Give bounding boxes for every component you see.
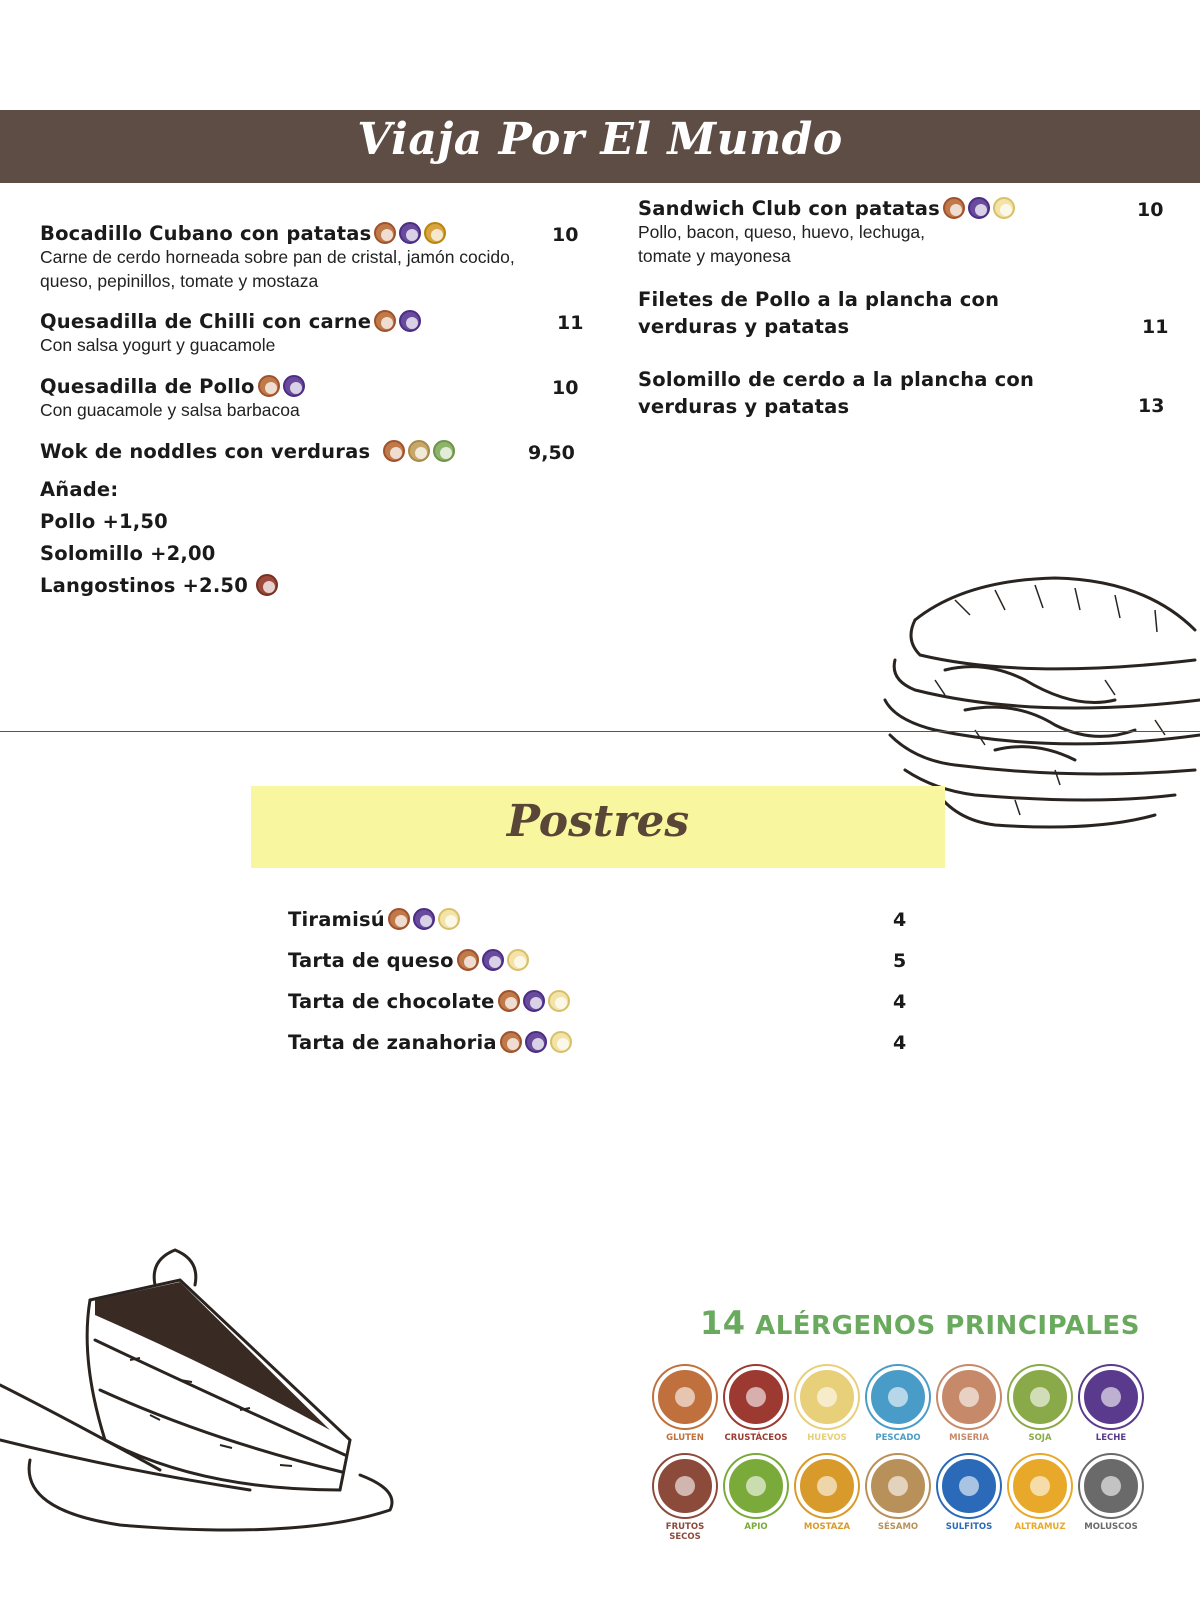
menu-item-price: 10	[552, 377, 579, 399]
allergens-title-text: ALÉRGENOS PRINCIPALES	[755, 1311, 1140, 1341]
milk-icon	[413, 908, 435, 930]
menu-item-description: queso, pepinillos, tomate y mostaza	[40, 271, 319, 291]
allergen-item	[1004, 1455, 1076, 1532]
menu-item-price: 11	[557, 312, 584, 334]
milk-icon	[399, 310, 421, 332]
menu-item-name: Wok de noddles con verduras	[40, 440, 371, 463]
allergen-icon	[1080, 1455, 1142, 1517]
egg-icon	[993, 197, 1015, 219]
menu-item-description: Con salsa yogurt y guacamole	[40, 335, 276, 355]
allergen-label: FRUTOS SECOS	[665, 1522, 705, 1542]
allergen-item	[791, 1366, 863, 1443]
section-divider	[0, 731, 1200, 732]
allergen-item	[720, 1455, 792, 1532]
allergen-item	[862, 1366, 934, 1443]
allergen-icon	[796, 1366, 858, 1428]
allergen-icon	[725, 1366, 787, 1428]
menu-item-name: Bocadillo Cubano con patatas	[40, 222, 372, 245]
allergen-label: APIO	[744, 1522, 768, 1532]
gluten-icon	[943, 197, 965, 219]
mustard-icon	[424, 222, 446, 244]
allergen-icon	[1009, 1366, 1071, 1428]
menu-item-price: 11	[1142, 316, 1169, 338]
allergen-item	[933, 1455, 1005, 1532]
allergen-label: MOSTAZA	[803, 1522, 851, 1532]
menu-item-price: 13	[1138, 395, 1165, 417]
menu-item	[638, 286, 1118, 340]
allergen-item	[649, 1455, 721, 1542]
menu-item-name: Tarta de queso	[288, 949, 454, 972]
menu-item-price: 9,50	[528, 442, 575, 464]
allergen-label: PESCADO	[875, 1433, 921, 1443]
allergens-title	[700, 1304, 1140, 1342]
allergen-icon	[938, 1455, 1000, 1517]
allergen-icon	[867, 1366, 929, 1428]
celery-icon	[433, 440, 455, 462]
menu-item-price: 5	[893, 950, 907, 972]
milk-icon	[968, 197, 990, 219]
sesame-icon	[408, 440, 430, 462]
egg-icon	[438, 908, 460, 930]
gluten-icon	[374, 310, 396, 332]
menu-item-description: tomate y mayonesa	[638, 246, 791, 266]
menu-item-name: verduras y patatas	[638, 395, 850, 418]
egg-icon	[507, 949, 529, 971]
allergen-icon	[1009, 1455, 1071, 1517]
menu-item-description: Carne de cerdo horneada sobre pan de cristal, jamón cocido,	[40, 247, 515, 267]
allergen-label: CRUSTÁCEOS	[724, 1433, 788, 1443]
menu-item-name: Quesadilla de Pollo	[40, 375, 255, 398]
section-title-world: Viaja Por El Mundo	[357, 114, 843, 165]
allergens-count: 14	[700, 1304, 746, 1342]
menu-item-description: Pollo, bacon, queso, huevo, lechuga,	[638, 222, 926, 242]
addons-heading: Añade:	[40, 478, 119, 501]
menu-item-name: Sandwich Club con patatas	[638, 197, 940, 220]
allergen-item	[1075, 1366, 1147, 1443]
allergen-item	[1075, 1455, 1147, 1532]
allergen-icon	[654, 1455, 716, 1517]
allergen-label: SOJA	[1028, 1433, 1052, 1443]
menu-item-price: 4	[893, 909, 907, 931]
addon-item: Pollo +1,50	[40, 510, 168, 533]
allergen-label: SULFITOS	[945, 1522, 993, 1532]
cake-illustration	[0, 1240, 410, 1540]
allergen-label: MOLUSCOS	[1084, 1522, 1138, 1532]
allergen-icon	[725, 1455, 787, 1517]
addon-item: Langostinos +2.50	[40, 574, 248, 597]
mollusc-icon	[256, 574, 278, 596]
menu-item	[40, 310, 580, 357]
allergen-item	[933, 1366, 1005, 1443]
menu-item	[40, 222, 580, 293]
menu-item-name: verduras y patatas	[638, 315, 850, 338]
menu-item	[288, 1031, 572, 1054]
menu-item-description: Con guacamole y salsa barbacoa	[40, 400, 300, 420]
menu-item	[40, 440, 580, 463]
addon-item: Solomillo +2,00	[40, 542, 216, 565]
milk-icon	[283, 375, 305, 397]
egg-icon	[550, 1031, 572, 1053]
allergen-icon	[1080, 1366, 1142, 1428]
allergen-label: LECHE	[1095, 1433, 1127, 1443]
allergen-label: SÉSAMO	[877, 1522, 919, 1532]
addons-list	[40, 474, 278, 603]
menu-item	[288, 990, 570, 1013]
gluten-icon	[374, 222, 396, 244]
menu-item-name: Filetes de Pollo a la plancha con	[638, 288, 1000, 311]
menu-item-name: Tarta de chocolate	[288, 990, 495, 1013]
milk-icon	[482, 949, 504, 971]
menu-item	[288, 908, 460, 931]
milk-icon	[399, 222, 421, 244]
allergen-label: MISERIA	[949, 1433, 989, 1443]
allergen-icon	[654, 1366, 716, 1428]
gluten-icon	[258, 375, 280, 397]
allergen-label: GLUTEN	[666, 1433, 704, 1443]
menu-item-price: 4	[893, 991, 907, 1013]
gluten-icon	[457, 949, 479, 971]
menu-item-price: 10	[1137, 199, 1164, 221]
allergen-icon	[938, 1366, 1000, 1428]
menu-item-name: Tarta de zanahoria	[288, 1031, 497, 1054]
milk-icon	[525, 1031, 547, 1053]
allergen-item	[791, 1455, 863, 1532]
allergen-label: HUEVOS	[807, 1433, 847, 1443]
menu-item-name: Tiramisú	[288, 908, 385, 931]
allergen-item	[1004, 1366, 1076, 1443]
menu-item	[638, 366, 1118, 420]
menu-item	[288, 949, 529, 972]
menu-item-name: Quesadilla de Chilli con carne	[40, 310, 372, 333]
gluten-icon	[388, 908, 410, 930]
menu-item-price: 10	[552, 224, 579, 246]
milk-icon	[523, 990, 545, 1012]
menu-item-name: Solomillo de cerdo a la plancha con	[638, 368, 1035, 391]
menu-item	[638, 197, 1158, 268]
allergen-icon	[796, 1455, 858, 1517]
menu-item	[40, 375, 580, 422]
allergen-label: ALTRAMUZ	[1014, 1522, 1066, 1532]
allergen-item	[720, 1366, 792, 1443]
allergen-icon	[867, 1455, 929, 1517]
allergen-item	[862, 1455, 934, 1532]
allergen-item	[649, 1366, 721, 1443]
gluten-icon	[383, 440, 405, 462]
egg-icon	[548, 990, 570, 1012]
gluten-icon	[500, 1031, 522, 1053]
menu-item-price: 4	[893, 1032, 907, 1054]
section-title-postres: Postres	[506, 796, 690, 847]
gluten-icon	[498, 990, 520, 1012]
